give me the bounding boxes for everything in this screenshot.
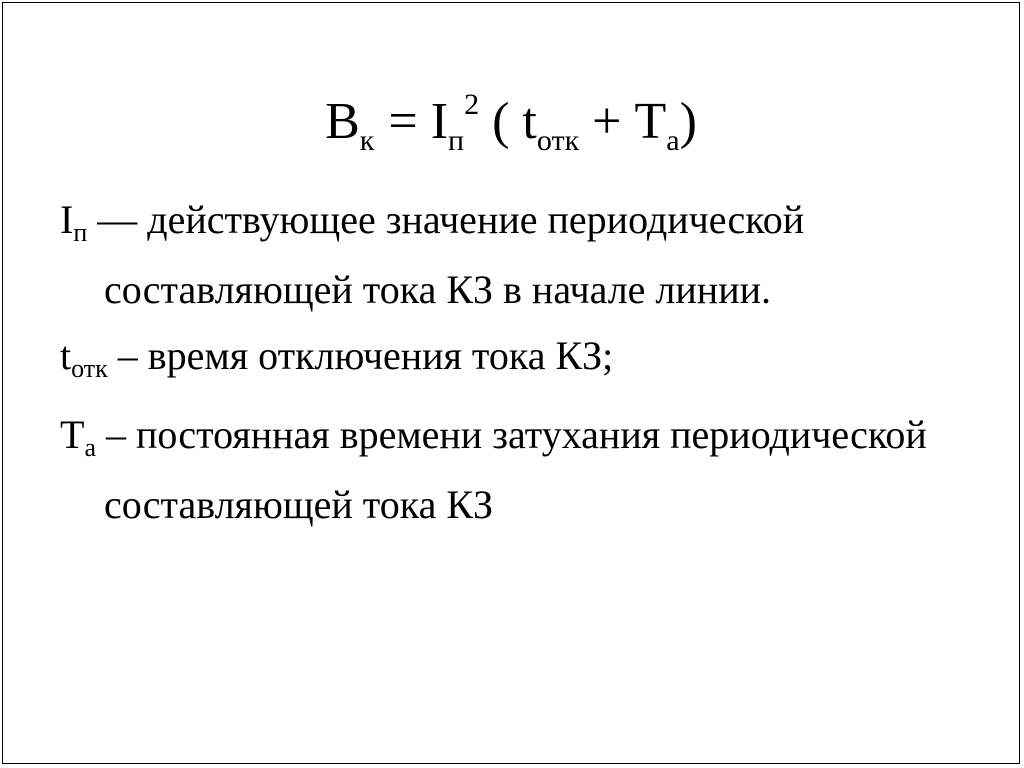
definition-text: – постоянная времени затухания периодической составляющей тока КЗ (95, 412, 927, 527)
definition-symbol: I (60, 197, 74, 242)
definitions-list (60, 191, 1000, 542)
formula-current: I (430, 93, 449, 150)
definition-time-constant (60, 406, 1000, 533)
formula-time-constant-subscript: a (666, 124, 680, 157)
formula-time-constant: T (634, 93, 667, 150)
formula-time-subscript: отк (536, 124, 580, 157)
definition-time (60, 327, 1000, 397)
formula-current-subscript: п (448, 124, 465, 157)
formula-plus: + (592, 93, 622, 150)
formula-equals: = (388, 93, 418, 150)
formula-close-paren: ) (679, 93, 697, 150)
definition-symbol: T (60, 412, 85, 457)
formula-time: t (522, 93, 537, 150)
definition-symbol-subscript: п (73, 218, 88, 247)
formula-lhs-subscript: к (359, 124, 375, 157)
formula-current-exponent: 2 (464, 88, 480, 121)
slide (2, 2, 1020, 764)
definition-current (60, 191, 1000, 318)
formula (3, 73, 1019, 173)
definition-symbol: t (60, 333, 72, 378)
definition-text: — действующее значение периодической составляющей тока КЗ в начале линии. (87, 197, 805, 312)
formula-open-paren: ( (492, 93, 510, 150)
definition-symbol-subscript: отк (71, 354, 108, 383)
formula-lhs: B (325, 93, 360, 150)
definition-text: – время отключения тока КЗ; (107, 333, 614, 378)
definition-symbol-subscript: a (84, 433, 96, 462)
